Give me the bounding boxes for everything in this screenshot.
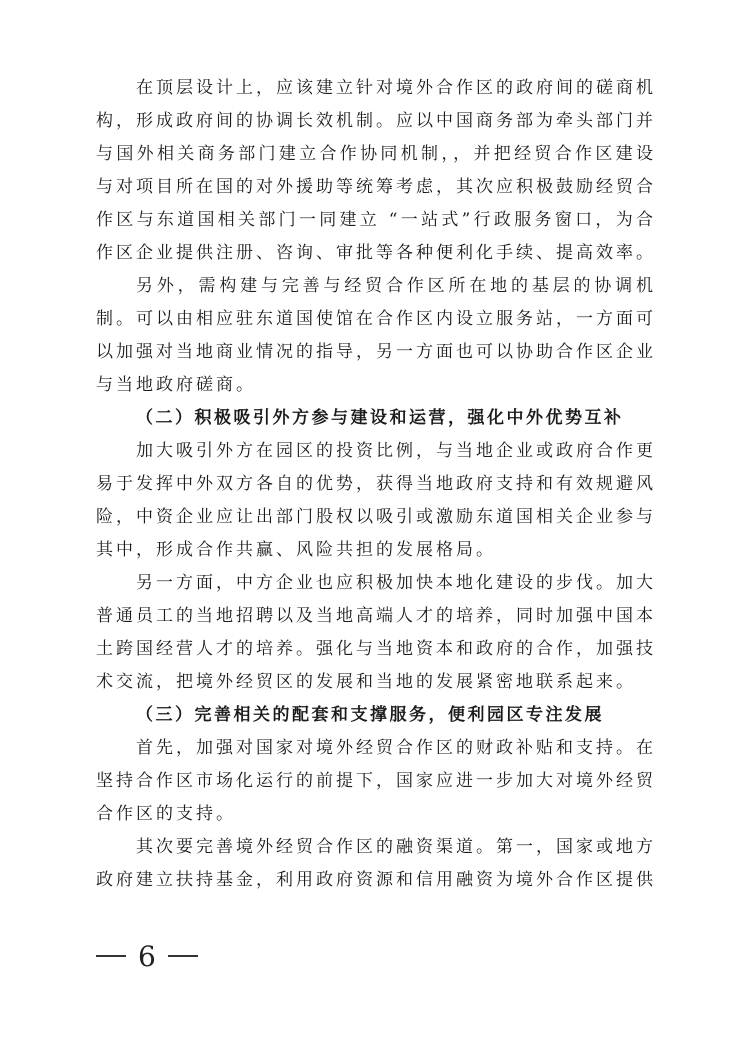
page-number: 6 <box>138 939 156 973</box>
section-heading: （三）完善相关的配套和支撑服务，便利园区专注发展 <box>136 705 604 725</box>
paragraph: 另外，需构建与完善与经贸合作区所在地的基层的协调机制。可以由相应驻东道国使馆在合作区内设立服务站，一方面可以加强对当地商业情况的指导，另一方面也可以协助合作区企业与当地政府磋商。 <box>96 276 656 395</box>
paragraph: 加大吸引外方在园区的投资比例，与当地企业或政府合作更易于发挥中外双方各自的优势，获得当地政府支持和有效规避风险，中资企业应让出部门股权以吸引或激励东道国相关企业参与其中，形成合作共赢、风险共担的发展格局。 <box>96 441 656 560</box>
paragraph: 在顶层设计上，应该建立针对境外合作区的政府间的磋商机构，形成政府间的协调长效机制。应以中国商务部为牵头部门并与国外相关商务部门建立合作协同机制，，并把经贸合作区建设与对项目所在国的对外援助等统筹考虑，其次应积极鼓励经贸合作区与东道国相关部门一同建立 “一站式”行政服务窗口，为合作区企业提供注册、咨询、审批等各种便利化手续、提高效率。 <box>96 78 656 263</box>
paragraph: 其次要完善境外经贸合作区的融资渠道。第一，国家或地方政府建立扶持基金，利用政府资源和信用融资为境外合作区提供 <box>96 837 656 890</box>
document-body <box>96 72 656 897</box>
section-heading: （二）积极吸引外方参与建设和运营，强化中外优势互补 <box>136 408 624 428</box>
footer-dash-right <box>168 955 198 957</box>
paragraph: 另一方面，中方企业也应积极加快本地化建设的步伐。加大普通员工的当地招聘以及当地高端人才的培养，同时加强中国本土跨国经营人才的培养。强化与当地资本和政府的合作，加强技术交流，把境外经贸区的发展和当地的发展紧密地联系起来。 <box>96 573 656 692</box>
paragraph: 首先，加强对国家对境外经贸合作区的财政补贴和支持。在坚持合作区市场化运行的前提下，国家应进一步加大对境外经贸合作区的支持。 <box>96 738 656 824</box>
page-footer <box>96 938 198 974</box>
footer-dash-left <box>96 955 126 957</box>
